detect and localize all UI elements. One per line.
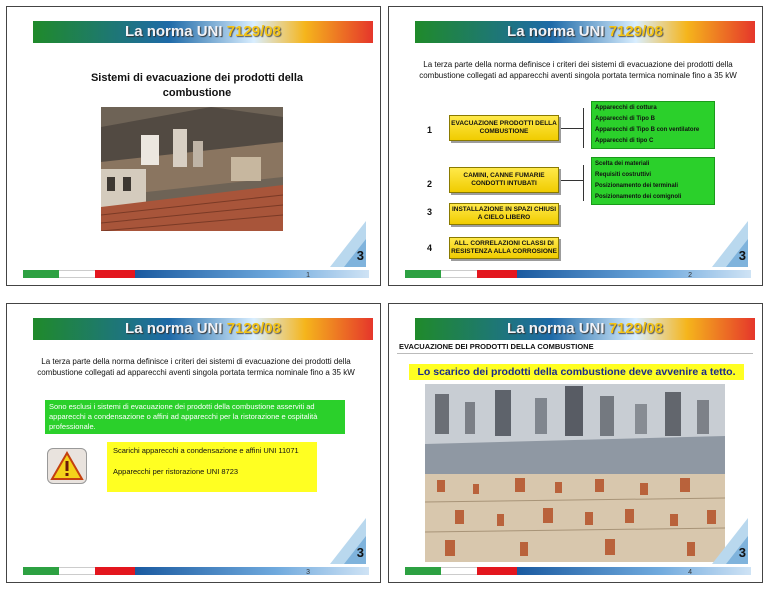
- reference-item: Apparecchi per ristorazione UNI 8723: [113, 467, 239, 476]
- page-number: 4: [688, 569, 692, 576]
- slide-2[interactable]: [388, 6, 763, 286]
- slide-1[interactable]: [6, 6, 381, 286]
- connector-line: [561, 128, 583, 129]
- corner-badge: [330, 514, 366, 564]
- row-number: 1: [427, 125, 433, 135]
- slide-title: [33, 21, 373, 43]
- slide-title: [415, 318, 755, 340]
- slide-3[interactable]: [6, 303, 381, 583]
- title-year: 7129/08: [608, 320, 663, 337]
- title-text: La norma UNI: [507, 320, 605, 337]
- corner-number: 3: [356, 545, 364, 560]
- subtitle-line: Sistemi di evacuazione dei prodotti della: [90, 72, 304, 84]
- key-statement: Lo scarico dei prodotti della combustione deve avvenire a tetto.: [409, 364, 744, 380]
- title-text: La norma UNI: [125, 23, 223, 40]
- footer-color-bar: [23, 567, 369, 575]
- row-number: 2: [427, 179, 433, 189]
- slide-4[interactable]: [388, 303, 763, 583]
- list-item: Apparecchi di tipo C: [595, 138, 654, 144]
- list-item: Requisiti costruttivi: [595, 172, 652, 178]
- connector-line: [583, 165, 584, 201]
- connector-line: [561, 180, 583, 181]
- footer-color-bar: [405, 270, 751, 278]
- corner-number: 3: [356, 248, 364, 263]
- page-number: 2: [688, 272, 692, 279]
- list-item: Posizionamento dei comignoli: [595, 194, 682, 200]
- intro-text: La terza parte della norma definisce i criteri dei sistemi di evacuazione dei prodotti della combustione collegati ad apparecchi aventi singola portata termica nominale fino a 35 kW: [37, 357, 355, 377]
- city-rooftops-photo: [425, 384, 725, 562]
- reference-item: Scarichi apparecchi a condensazione e affini UNI 11071: [113, 446, 299, 455]
- topic-box: INSTALLAZIONE IN SPAZI CHIUSI A CIELO LIBERO: [449, 203, 559, 225]
- list-item: Apparecchi di cottura: [595, 105, 657, 111]
- row-number: 4: [427, 243, 433, 253]
- page-number: 3: [306, 569, 310, 576]
- warning-icon: [47, 448, 87, 484]
- title-year: 7129/08: [608, 23, 663, 40]
- connector-line: [583, 108, 584, 148]
- row-number: 3: [427, 207, 433, 217]
- intro-text: La terza parte della norma definisce i criteri dei sistemi di evacuazione dei prodotti della combustione collegati ad apparecchi aventi singola portata termica nominale fino a 35 kW: [419, 60, 737, 80]
- list-item: Scelta dei materiali: [595, 161, 650, 167]
- list-item: Apparecchi di Tipo B: [595, 116, 655, 122]
- list-item: Posizionamento dei terminali: [595, 183, 679, 189]
- corner-number: 3: [738, 545, 746, 560]
- footer-color-bar: [405, 567, 751, 575]
- title-year: 7129/08: [226, 23, 281, 40]
- rooftop-chimney-photo: [101, 107, 283, 231]
- title-text: La norma UNI: [125, 320, 223, 337]
- topic-list: [591, 157, 715, 205]
- topic-box: CAMINI, CANNE FUMARIE CONDOTTI INTUBATI: [449, 167, 559, 193]
- corner-number: 3: [738, 248, 746, 263]
- slide-title: [33, 318, 373, 340]
- slide-title: [415, 21, 755, 43]
- slide-subtitle: [47, 71, 347, 101]
- list-item: Apparecchi di Tipo B con ventilatore: [595, 127, 700, 133]
- divider: [397, 353, 753, 354]
- topic-box: ALL. CORRELAZIONI CLASSI DI RESISTENZA ALLA CORROSIONE: [449, 237, 559, 259]
- topic-box: EVACUAZIONE PRODOTTI DELLA COMBUSTIONE: [449, 115, 559, 141]
- corner-badge: [712, 217, 748, 267]
- topic-list: [591, 101, 715, 149]
- section-heading: EVACUAZIONE DEI PRODOTTI DELLA COMBUSTIONE: [399, 342, 594, 351]
- corner-badge: [330, 217, 366, 267]
- page-number: 1: [306, 272, 310, 279]
- footer-color-bar: [23, 270, 369, 278]
- subtitle-line: combustione: [162, 87, 232, 99]
- exclusion-note: Sono esclusi i sistemi di evacuazione dei prodotti della combustione asserviti ad apparecchi a condensazione o affini ad apparecchi per la ristorazione e ospitalità professionale.: [45, 400, 345, 434]
- title-text: La norma UNI: [507, 23, 605, 40]
- references-box: [107, 442, 317, 492]
- title-year: 7129/08: [226, 320, 281, 337]
- corner-badge: [712, 514, 748, 564]
